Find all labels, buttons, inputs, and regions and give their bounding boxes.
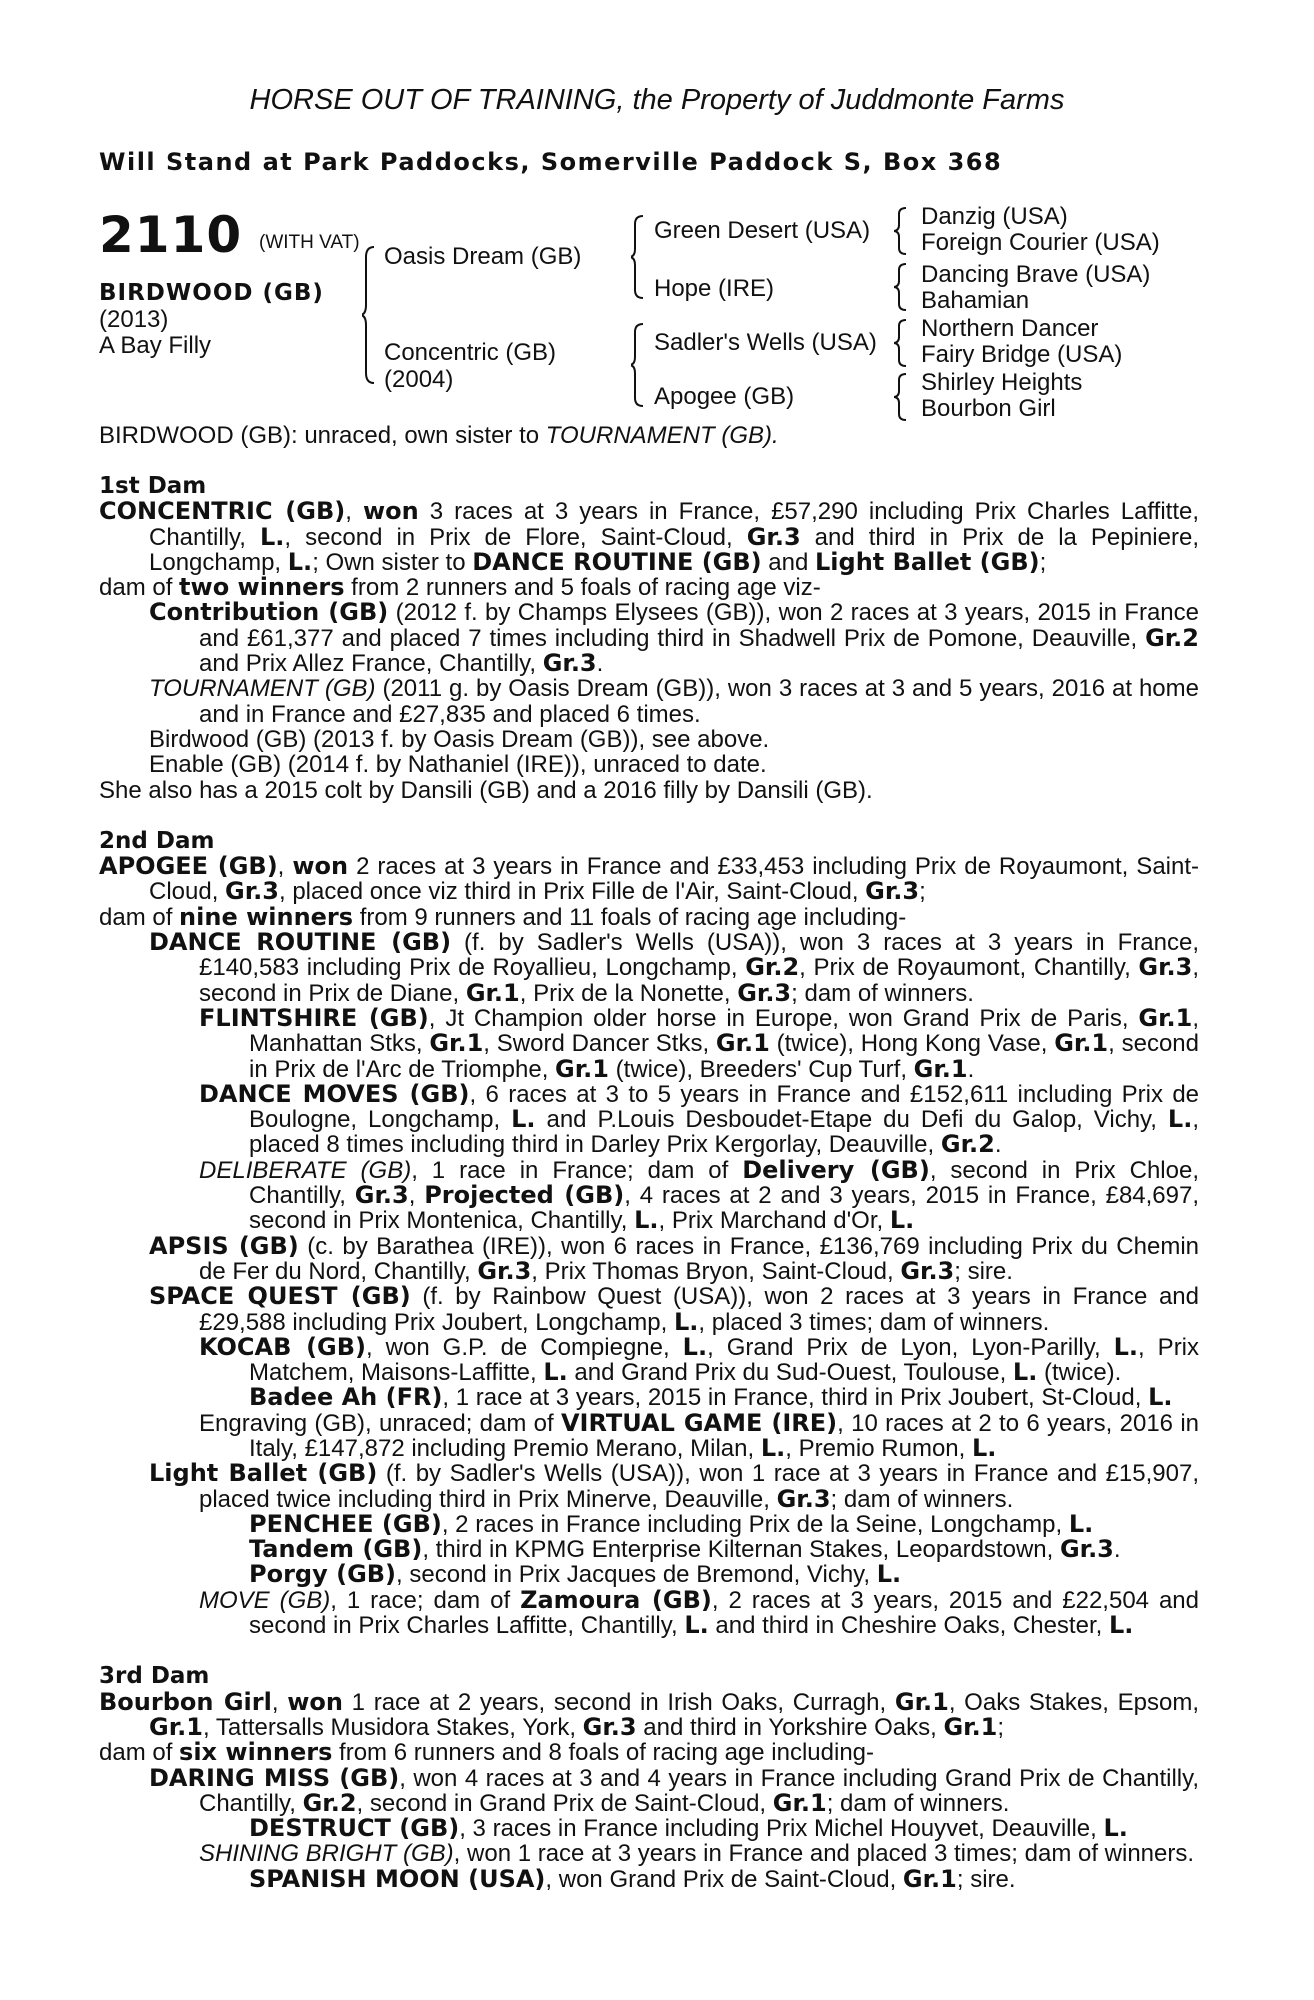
gen3-brace-1 xyxy=(894,206,908,256)
gen3-6: Fairy Bridge (USA) xyxy=(921,341,1123,368)
foaling-year: (2013) xyxy=(99,306,169,333)
stand-location: Will Stand at Park Paddocks, Somerville Paddock S, Box 368 xyxy=(99,148,1003,176)
produce-entry: Tandem (GB), third in KPMG Enterprise Kilternan Stakes, Leopardstown, Gr.3. xyxy=(249,1535,1121,1564)
gen3-brace-4 xyxy=(894,372,908,422)
produce-entry: MOVE (GB), 1 race; dam of Zamoura (GB), 2 races at 3 years, 2015 and £22,504 and second in Prix Charles Laffitte, Chantilly, L. and third in Cheshire Oaks, Chester, L. xyxy=(199,1585,1199,1640)
gen3-2: Foreign Courier (USA) xyxy=(921,229,1160,256)
produce-entry: DELIBERATE (GB), 1 race in France; dam of Delivery (GB), second in Prix Chloe, Chantilly, Gr.3, Projected (GB), 4 races at 2 and 3 years, 2015 in France, £84,697, second in Prix Montenica, Chantilly, L., Prix Marchand d'Or, L. xyxy=(199,1155,1200,1235)
summary-line xyxy=(99,422,779,450)
dam-year: (2004) xyxy=(384,366,454,393)
gen3-4: Bahamian xyxy=(921,287,1030,314)
first-dam-produce-summary: dam of two winners from 2 runners and 5 foals of racing age viz- xyxy=(99,573,821,602)
dam: Concentric (GB) xyxy=(384,339,557,366)
catalogue-body xyxy=(99,474,1199,1892)
produce-entry: APSIS (GB) (c. by Barathea (IRE)), won 6 races in France, £136,769 including Prix du Chemin de Fer du Nord, Chantilly, Gr.3, Prix Thomas Bryon, Saint-Cloud, Gr.3; sire. xyxy=(149,1231,1199,1285)
produce-entry: KOCAB (GB), won G.P. de Compiegne, L., Grand Prix de Lyon, Lyon-Parilly, L., Prix Matchem, Maisons-Laffitte, L. and Grand Prix du Sud-Ouest, Toulouse, L. (twice). xyxy=(199,1332,1200,1387)
first-dam-entry: CONCENTRIC (GB), won 3 races at 3 years in France, £57,290 including Prix Charles Laffitte, Chantilly, L., second in Prix de Flore, Saint-Cloud, Gr.3 and third in Prix de la Pepiniere, Longchamp, L.; Own sister to DANCE ROUTINE (GB) and Light Ballet (GB); xyxy=(99,497,1200,576)
gen3-8: Bourbon Girl xyxy=(921,395,1056,422)
gen3-1: Danzig (USA) xyxy=(921,203,1068,230)
produce-entry: Enable (GB) (2014 f. by Nathaniel (IRE)), unraced to date. xyxy=(149,751,767,779)
produce-entry: DARING MISS (GB), won 4 races at 3 and 4 years in France including Grand Prix de Chantilly, Chantilly, Gr.2, second in Grand Prix de Saint-Cloud, Gr.1; dam of winners. xyxy=(149,1763,1199,1817)
produce-entry: Porgy (GB), second in Prix Jacques de Bremond, Vichy, L. xyxy=(249,1560,902,1589)
first-dam-heading: 1st Dam xyxy=(99,473,207,499)
produce-entry: TOURNAMENT (GB) (2011 g. by Oasis Dream (GB)), won 3 races at 3 and 5 years, 2016 at home and in France and £27,835 and placed 6 times. xyxy=(149,675,1199,728)
dam-name: CONCENTRIC (GB) xyxy=(99,497,346,526)
produce-entry: DESTRUCT (GB), 3 races in France including Prix Michel Houyvet, Deauville, L. xyxy=(249,1814,1128,1843)
horse-description: A Bay Filly xyxy=(99,332,212,359)
produce-entry: SPACE QUEST (GB) (f. by Rainbow Quest (USA)), won 2 races at 3 years in France and £29,588 including Prix Joubert, Longchamp, L., placed 3 times; dam of winners. xyxy=(149,1282,1199,1336)
produce-entry: FLINTSHIRE (GB), Jt Champion older horse in Europe, won Grand Prix de Paris, Gr.1, Manhattan Stks, Gr.1, Sword Dancer Stks, Gr.1 (twice), Hong Kong Vase, Gr.1, second in Prix de l'Arc de Triomphe, Gr.1 (twice), Breeders' Cup Turf, Gr.1. xyxy=(199,1003,1199,1083)
produce-entry: Contribution (GB) (2012 f. by Champs Elysees (GB)), won 2 races at 3 years, 2015 in France and £61,377 and placed 7 times including third in Shadwell Prix de Pomone, Deauville, Gr.2 and Prix Allez France, Chantilly, Gr.3. xyxy=(149,598,1200,678)
produce-entry: DANCE MOVES (GB), 6 races at 3 to 5 years in France and £152,611 including Prix de Boulogne, Longchamp, L. and P.Louis Desboudet-Etape du Defi du Galop, Vichy, L., placed 8 times including third in Darley Prix Kergorlay, Deauville, Gr.2. xyxy=(199,1079,1200,1159)
summary-prefix: BIRDWOOD (GB): unraced, own sister to xyxy=(99,422,546,449)
sire-dam: Hope (IRE) xyxy=(654,275,775,302)
horse-name: BIRDWOOD (GB) xyxy=(99,280,324,306)
sire-parents-brace xyxy=(631,214,645,300)
produce-entry: PENCHEE (GB), 2 races in France including Prix de la Seine, Longchamp, L. xyxy=(249,1509,1094,1538)
third-dam-heading: 3rd Dam xyxy=(99,1663,210,1690)
lot-number: 2110 xyxy=(99,206,243,264)
sire-dam-brace xyxy=(362,245,376,385)
gen3-7: Shirley Heights xyxy=(921,369,1083,396)
page-title: HORSE OUT OF TRAINING, the Property of Juddmonte Farms xyxy=(249,84,1065,116)
summary-sister: TOURNAMENT (GB). xyxy=(545,422,779,449)
produce-entry: DANCE ROUTINE (GB) (f. by Sadler's Wells (USA)), won 3 races at 3 years in France, £140,583 including Prix de Royallieu, Longchamp, Gr.2, Prix de Royaumont, Chantilly, Gr.3, second in Prix de Diane, Gr.1, Prix de la Nonette, Gr.3; dam of winners. xyxy=(149,928,1200,1007)
produce-note: She also has a 2015 colt by Dansili (GB) and a 2016 filly by Dansili (GB). xyxy=(99,776,873,804)
dam-parents-brace xyxy=(631,322,645,408)
gen3-3: Dancing Brave (USA) xyxy=(921,261,1151,288)
sire-sire: Green Desert (USA) xyxy=(654,217,871,244)
produce-entry: Badee Ah (FR), 1 race at 3 years, 2015 in France, third in Prix Joubert, St-Cloud, L. xyxy=(249,1383,1173,1412)
second-dam-produce-summary: dam of nine winners from 9 runners and 11 foals of racing age including- xyxy=(99,902,907,931)
third-dam-produce-summary: dam of six winners from 6 runners and 8 foals of racing age including- xyxy=(99,1738,875,1767)
produce-entry: Birdwood (GB) (2013 f. by Oasis Dream (GB)), see above. xyxy=(149,725,770,753)
second-dam-entry: APOGEE (GB), won 2 races at 3 years in France and £33,453 including Prix de Royaumont, Saint-Cloud, Gr.3, placed once viz third in Prix Fille de l'Air, Saint-Cloud, Gr.3; xyxy=(99,852,1199,906)
dam-dam: Apogee (GB) xyxy=(654,383,795,410)
produce-entry: Light Ballet (GB) (f. by Sadler's Wells (USA)), won 1 race at 3 years in France and £15,907, placed twice including third in Prix Minerve, Deauville, Gr.3; dam of winners. xyxy=(149,1459,1200,1513)
dam-sire: Sadler's Wells (USA) xyxy=(654,329,877,356)
produce-entry: SHINING BRIGHT (GB), won 1 race at 3 years in France and placed 3 times; dam of winners. xyxy=(199,1840,1195,1868)
gen3-brace-2 xyxy=(894,262,908,312)
third-dam-entry: Bourbon Girl, won 1 race at 2 years, second in Irish Oaks, Curragh, Gr.1, Oaks Stakes, Epsom, Gr.1, Tattersalls Musidora Stakes, York, Gr.3 and third in Yorkshire Oaks, Gr.1; xyxy=(99,1687,1199,1741)
produce-entry: Engraving (GB), unraced; dam of VIRTUAL GAME (IRE), 10 races at 2 to 6 years, 2016 in Italy, £147,872 including Premio Merano, Milan, L., Premio Rumon, L. xyxy=(199,1408,1199,1462)
second-dam-heading: 2nd Dam xyxy=(99,827,215,854)
vat-note: (WITH VAT) xyxy=(259,232,360,253)
sire: Oasis Dream (GB) xyxy=(384,243,582,270)
produce-entry: SPANISH MOON (USA), won Grand Prix de Saint-Cloud, Gr.1; sire. xyxy=(249,1864,1016,1893)
gen3-brace-3 xyxy=(894,318,908,368)
gen3-5: Northern Dancer xyxy=(921,315,1099,342)
